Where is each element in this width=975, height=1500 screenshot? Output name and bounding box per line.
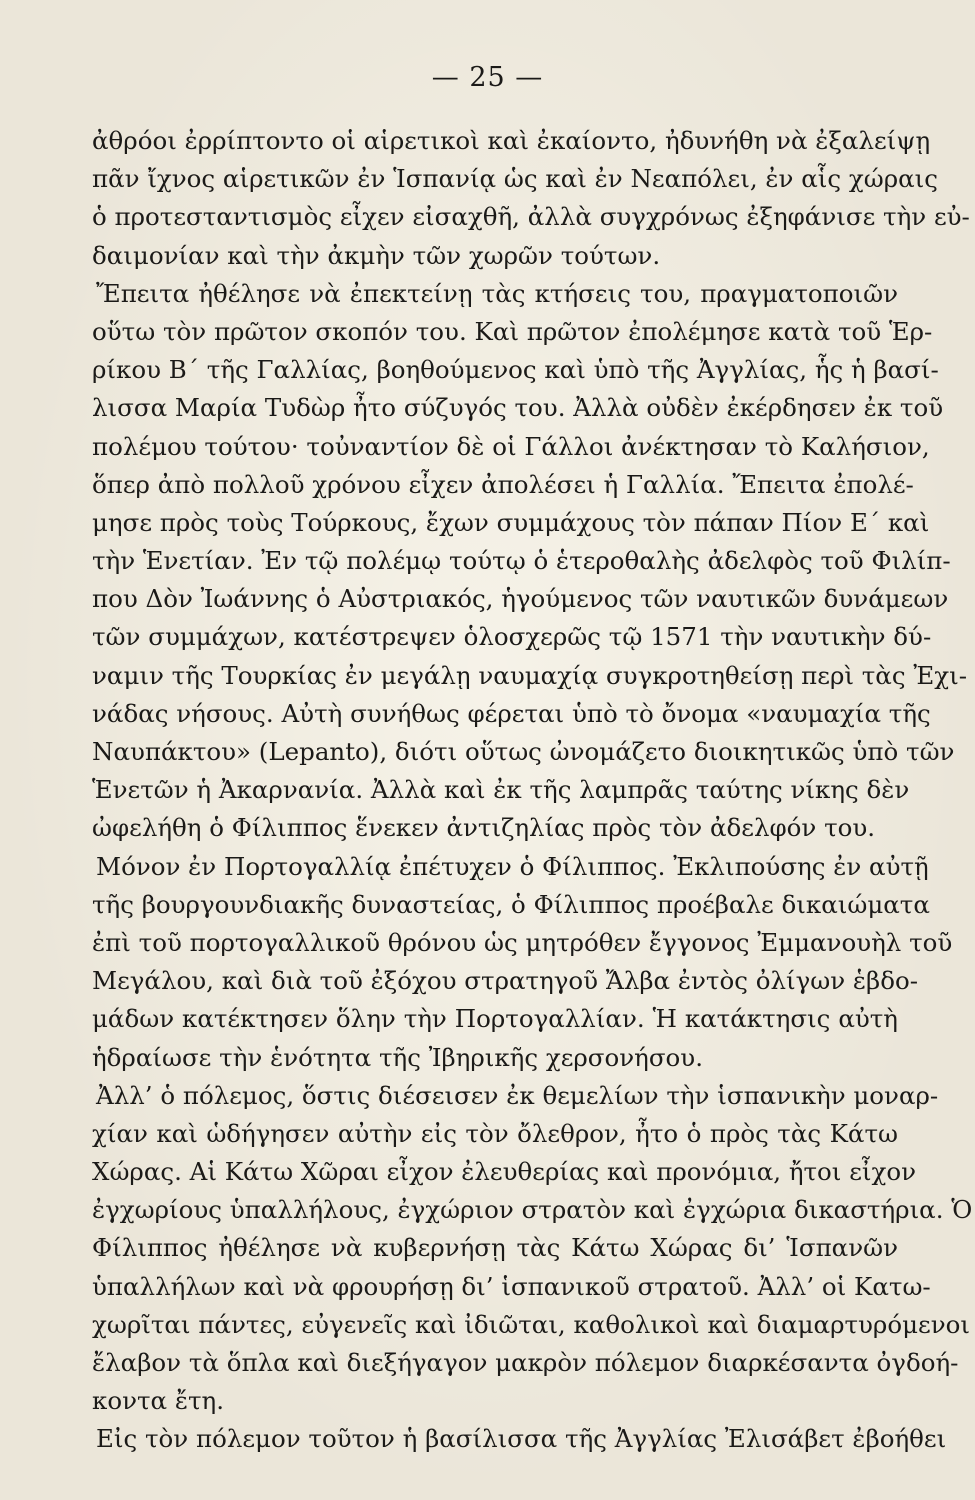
text-line: τῶν συμμάχων, κατέστρεψεν ὁλοσχερῶς τῷ 1571 τὴν ναυτικὴν δύ-	[92, 622, 932, 652]
text-line: Ναυπάκτου» (Lepanto), διότι οὕτως ὠνομάζετο διοικητικῶς ὑπὸ τῶν	[92, 737, 955, 766]
text-line: Μόνον ἐν Πορτογαλλίᾳ ἐπέτυχεν ὁ Φίλιππος. Ἐκλιπούσης ἐν αὐτῇ	[96, 851, 929, 881]
text-line: πᾶν ἴχνος αἱρετικῶν ἐν Ἱσπανίᾳ ὡς καὶ ἐν Νεαπόλει, ἐν αἷς χώραις	[92, 164, 938, 194]
text-line: ὑπαλλήλων καὶ νὰ φρουρήσῃ δι’ ἱσπανικοῦ στρατοῦ. Ἀλλ’ οἱ Κατω-	[92, 1271, 931, 1301]
text-line: Ἔπειτα ἠθέλησε νὰ ἐπεκτείνῃ τὰς κτήσεις του, πραγματοποιῶν	[96, 278, 898, 308]
body-text	[92, 122, 973, 1459]
text-line: ὠφελήθη ὁ Φίλιππος ἕνεκεν ἀντιζηλίας πρὸς τὸν ἀδελφόν του.	[92, 813, 876, 843]
text-line: χωρῖται πάντες, εὐγενεῖς καὶ ἰδιῶται, καθολικοὶ καὶ διαμαρτυρόμενοι	[92, 1309, 970, 1339]
text-line: ἀθρόοι ἐρρίπτοντο οἱ αἱρετικοὶ καὶ ἐκαίοντο, ἠδυνήθη νὰ ἐξαλείψῃ	[92, 126, 931, 155]
text-line: οὕτω τὸν πρῶτον σκοπόν του. Καὶ πρῶτον ἐπολέμησε κατὰ τοῦ Ἑρ-	[92, 316, 933, 346]
text-line: τὴν Ἑνετίαν. Ἐν τῷ πολέμῳ τούτῳ ὁ ἑτεροθαλὴς ἀδελφὸς τοῦ Φιλίπ-	[92, 546, 951, 576]
text-line: κοντα ἔτη.	[92, 1386, 225, 1416]
text-line: νάδας νήσους. Αὐτὴ συνήθως φέρεται ὑπὸ τὸ ὄνομα «ναυμαχία τῆς	[92, 698, 931, 728]
page-number: — 25 —	[431, 62, 544, 93]
text-line: ἡδραίωσε τὴν ἑνότητα τῆς Ἰβηρικῆς χερσονήσου.	[92, 1042, 703, 1072]
text-line: ἐπὶ τοῦ πορτογαλλικοῦ θρόνου ὡς μητρόθεν ἔγγονος Ἐμμανουὴλ τοῦ	[92, 927, 953, 957]
text-line: Μεγάλου, καὶ διὰ τοῦ ἐξόχου στρατηγοῦ Ἄλβα ἐντὸς ὀλίγων ἑβδο-	[92, 966, 918, 996]
text-line: Ἑνετῶν ἡ Ἀκαρνανία. Ἀλλὰ καὶ ἐκ τῆς λαμπρᾶς ταύτης νίκης δὲν	[92, 775, 910, 805]
text-line: μησε πρὸς τοὺς Τούρκους, ἔχων συμμάχους τὸν πάπαν Πίον Ε΄ καὶ	[92, 507, 930, 537]
text-line: ἐγχωρίους ὑπαλλήλους, ἐγχώριον στρατὸν καὶ ἐγχώρια δικαστήρια. Ὁ	[92, 1195, 973, 1225]
text-line: μάδων κατέκτησεν ὅλην τὴν Πορτογαλλίαν. Ἡ κατάκτησις αὐτὴ	[92, 1004, 898, 1034]
text-line: ἔλαβον τὰ ὅπλα καὶ διεξήγαγον μακρὸν πόλεμον διαρκέσαντα ὀγδοή-	[92, 1348, 959, 1377]
text-line: πολέμου τούτου· τοὐναντίον δὲ οἱ Γάλλοι ἀνέκτησαν τὸ Καλήσιον,	[92, 431, 930, 461]
text-line: λισσα Μαρία Τυδὼρ ἦτο σύζυγός του. Ἀλλὰ οὐδὲν ἐκέρδησεν ἐκ τοῦ	[92, 393, 944, 423]
text-line: ναμιν τῆς Τουρκίας ἐν μεγάλῃ ναυμαχίᾳ συγκροτηθείσῃ περὶ τὰς Ἐχι-	[92, 660, 967, 690]
text-line: ὁ προτεσταντισμὸς εἶχεν εἰσαχθῆ, ἀλλὰ συγχρόνως ἐξηφάνισε τὴν εὐ-	[92, 202, 970, 232]
text-line: τῆς βουργουνδιακῆς δυναστείας, ὁ Φίλιππος προέβαλε δικαιώματα	[92, 889, 930, 919]
text-line: ρίκου Β΄ τῆς Γαλλίας, βοηθούμενος καὶ ὑπὸ τῆς Ἀγγλίας, ἧς ἡ βασί-	[92, 355, 939, 385]
text-line: Ἀλλ’ ὁ πόλεμος, ὅστις διέσεισεν ἐκ θεμελίων τὴν ἱσπανικὴν μοναρ-	[96, 1080, 939, 1110]
text-line: που Δὸν Ἰωάννης ὁ Αὐστριακός, ἡγούμενος τῶν ναυτικῶν δυνάμεων	[92, 584, 949, 614]
text-line: Φίλιππος ἠθέλησε νὰ κυβερνήσῃ τὰς Κάτω Χώρας δι’ Ἱσπανῶν	[92, 1233, 898, 1263]
text-line: Εἰς τὸν πόλεμον τοῦτον ἡ βασίλισσα τῆς Ἀγγλίας Ἐλισάβετ ἐβοήθει	[96, 1424, 947, 1454]
text-line: ὅπερ ἀπὸ πολλοῦ χρόνου εἶχεν ἀπολέσει ἡ Γαλλία. Ἔπειτα ἐπολέ-	[92, 469, 914, 499]
text-line: Χώρας. Αἱ Κάτω Χῶραι εἶχον ἐλευθερίας καὶ προνόμια, ἤτοι εἶχον	[92, 1157, 916, 1187]
text-line: δαιμονίαν καὶ τὴν ἀκμὴν τῶν χωρῶν τούτων.	[92, 240, 661, 270]
text-line: χίαν καὶ ὡδήγησεν αὐτὴν εἰς τὸν ὄλεθρον, ἦτο ὁ πρὸς τὰς Κάτω	[92, 1118, 898, 1148]
